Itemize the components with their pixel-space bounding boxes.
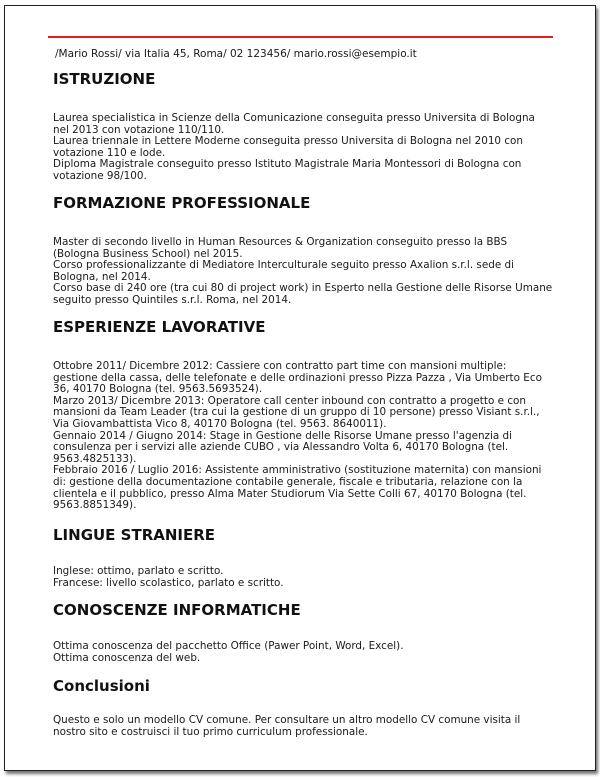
header-rule	[48, 36, 553, 38]
paragraph: Corso professionalizzante di Mediatore Interculturale seguito presso Axalion s.r.l. sede di Bologna, nel 2014.	[53, 259, 515, 283]
section-body	[53, 361, 553, 512]
section-conclusioni	[53, 677, 553, 738]
section-body	[53, 641, 553, 664]
section-title: ISTRUZIONE	[53, 70, 156, 88]
section-title: CONOSCENZE INFORMATICHE	[53, 601, 301, 619]
paragraph: Master di secondo livello in Human Resources & Organization conseguito presso la BBS (Bologna Business School) nel 2015.	[53, 236, 508, 260]
section-title: Conclusioni	[53, 677, 150, 695]
section-title: FORMAZIONE PROFESSIONALE	[53, 194, 311, 212]
paragraph: Inglese: ottimo, parlato e scritto.	[53, 565, 224, 577]
paragraph: Laurea specialistica in Scienze della Comunicazione conseguita presso Universita di Bologna nel 2013 con votazione 110/110.	[53, 112, 535, 136]
contact-line: /Mario Rossi/ via Italia 45, Roma/ 02 123456/ mario.rossi@esempio.it	[55, 48, 417, 60]
section-body	[53, 715, 553, 738]
section-formazione	[53, 194, 553, 307]
section-conoscenze	[53, 601, 553, 664]
paragraph: Ottima conoscenza del pacchetto Office (Pawer Point, Word, Excel).	[53, 640, 404, 652]
paragraph: Laurea triennale in Lettere Moderne conseguita presso Universita di Bologna nel 2010 con votazione 110 e lode.	[53, 135, 523, 159]
paragraph: Febbraio 2016 / Luglio 2016: Assistente amministrativo (sostituzione maternita) con mansioni di: gestione della documentazione contabile generale, fiscale e tributaria, relazione con la clientela e il pubblico, presso Alma Mater Studiorum Via Sette Colli 67, 40170 Bologna (tel. 9563.8851349).	[53, 464, 542, 512]
paragraph: Ottobre 2011/ Dicembre 2012: Cassiere con contratto part time con mansioni multiple: gestione della cassa, delle telefonate e delle ordinazioni presso Pizza Pazza , Via Umberto Eco 36, 40170 Bologna (tel. 9563.5693524).	[53, 360, 542, 396]
section-lingue	[53, 526, 553, 589]
paragraph: Francese: livello scolastico, parlato e scritto.	[53, 576, 284, 589]
section-body	[53, 237, 553, 307]
section-title: ESPERIENZE LAVORATIVE	[53, 318, 266, 336]
paragraph: Diploma Magistrale conseguito presso Istituto Magistrale Maria Montessori di Bologna con votazione 98/100.	[53, 158, 522, 182]
section-istruzione	[53, 70, 553, 183]
paragraph: Corso base di 240 ore (tra cui 80 di project work) in Esperto nella Gestione delle Risorse Umane seguito presso Quintiles s.r.l. Roma, nel 2014.	[53, 282, 553, 306]
paragraph: Questo e solo un modello CV comune. Per consultare un altro modello CV comune visita il nostro sito e costruisci il tuo primo curriculum professionale.	[53, 714, 521, 738]
section-body	[53, 113, 553, 183]
section-esperienze	[53, 318, 553, 512]
section-body	[53, 566, 553, 589]
paragraph: Marzo 2013/ Dicembre 2013: Operatore call center inbound con contratto a progetto e con mansioni da Team Leader (tra cui la gestione di un gruppo di 10 persone) presso Visiant s.r.l., Via Giovambattista Vico 8, 40170 Bologna (tel. 9563. 8640011).	[53, 394, 540, 430]
paragraph: Ottima conoscenza del web.	[53, 651, 201, 664]
section-title: LINGUE STRANIERE	[53, 526, 216, 544]
paragraph: Gennaio 2014 / Giugno 2014: Stage in Gestione delle Risorse Umane presso l'agenzia di consulenza per i servizi alle aziende CUBO , via Alessandro Volta 6, 40170 Bologna (tel. 9563.4825133).	[53, 429, 513, 465]
